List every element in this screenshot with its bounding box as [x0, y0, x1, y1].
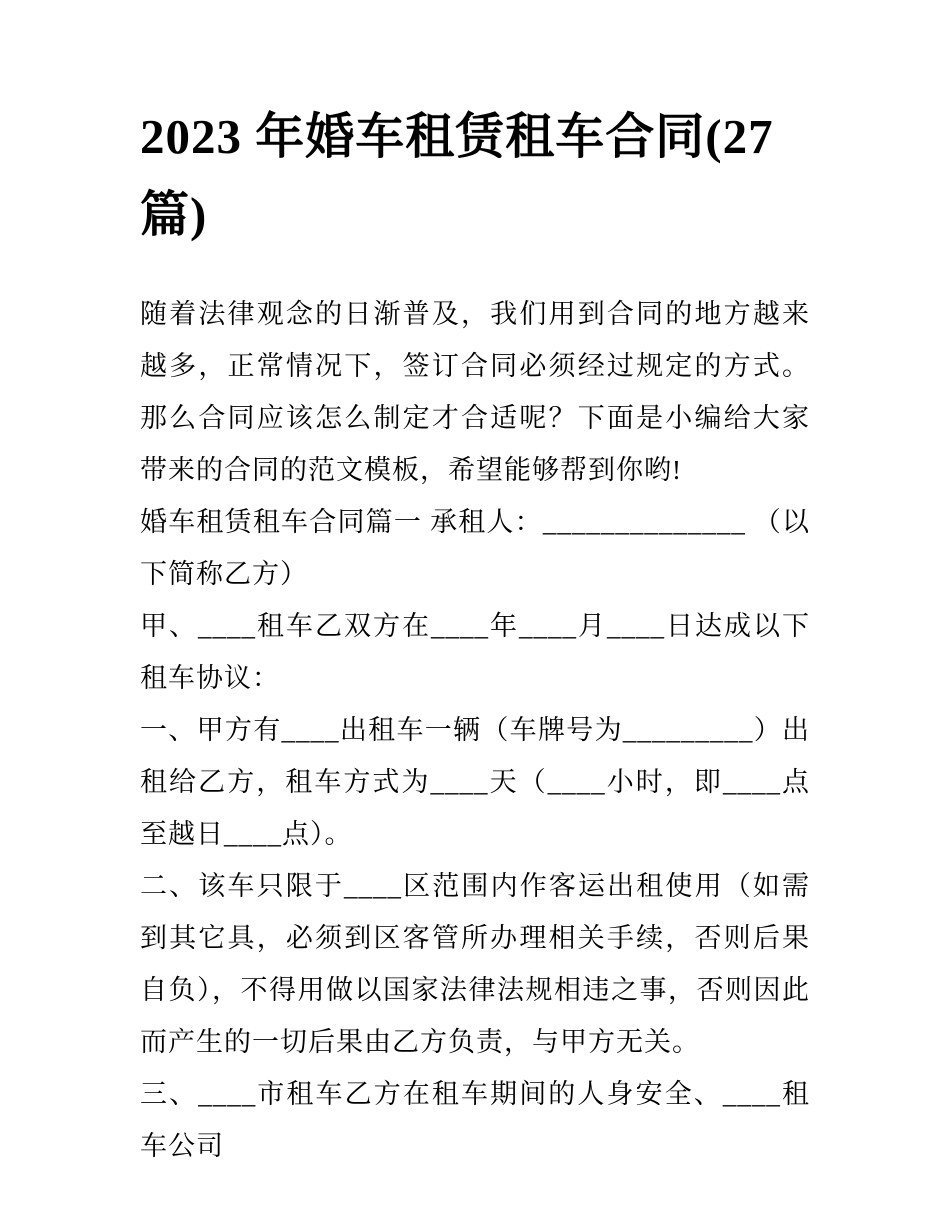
document-body [140, 288, 810, 1172]
contract-heading-paragraph: 婚车租赁租车合同篇一 承租人：______________ （以下简称乙方） [140, 507, 810, 589]
document-title [140, 98, 810, 254]
clause-3-paragraph: 三、____市租车乙方在租车期间的人身安全、____租车公司 [140, 1079, 810, 1161]
intro-paragraph: 随着法律观念的日渐普及，我们用到合同的地方越来越多，正常情况下，签订合同必须经过规定的方式。那么合同应该怎么制定才合适呢？下面是小编给大家带来的合同的范文模板，希望能够帮到你哟! [140, 299, 810, 485]
document-title-line-1: 2023 年婚车租赁租车合同(27 [140, 109, 774, 164]
parties-paragraph: 甲、____租车乙双方在____年____月____日达成以下租车协议： [140, 611, 810, 693]
clause-2-paragraph: 二、该车只限于____区范围内作客运出租使用（如需到其它具，必须到区客管所办理相关手续，否则后果自负），不得用做以国家法律法规相违之事，否则因此而产生的一切后果由乙方负责，与甲方无关。 [140, 871, 810, 1057]
document-title-line-2: 篇) [140, 187, 208, 242]
clause-1-paragraph: 一、甲方有____出租车一辆（车牌号为_________）出租给乙方，租车方式为____天（____小时，即____点至越日____点）。 [140, 715, 810, 849]
